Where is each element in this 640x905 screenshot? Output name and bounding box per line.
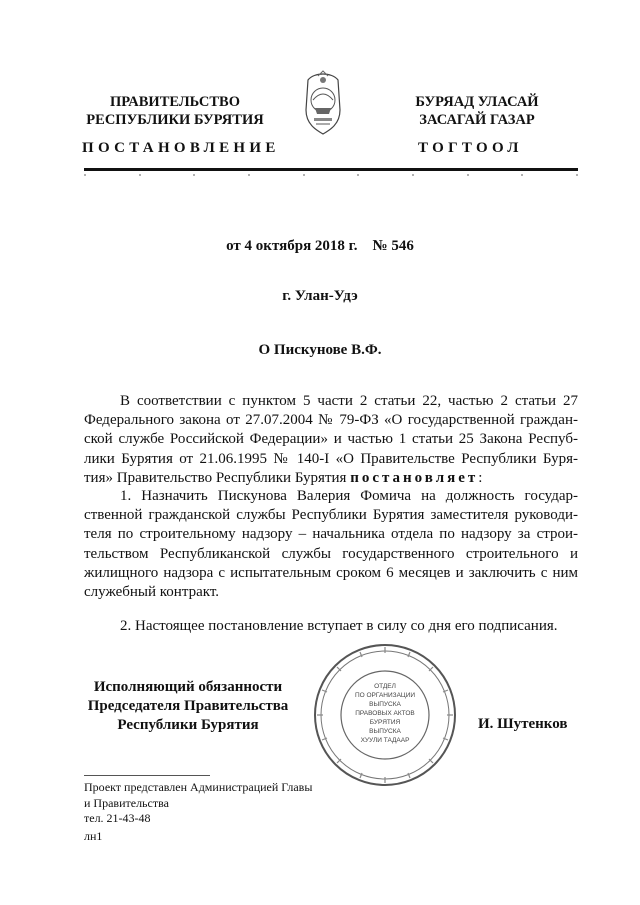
seal-text: ХУУЛИ ТАДААР bbox=[360, 737, 410, 744]
seal-text: ПРАВОВЫХ АКТОВ bbox=[355, 710, 415, 717]
issuer-ru-line1: ПРАВИТЕЛЬСТВО bbox=[110, 94, 240, 110]
issuer-bua bbox=[372, 93, 582, 129]
footnote-line2: и Правительства bbox=[84, 795, 169, 810]
text-line: лики Бурятия от 21.06.1995 № 140-I «О Правительстве Республики Буря- bbox=[84, 450, 578, 467]
signer-position-line3: Республики Бурятия bbox=[117, 717, 259, 733]
text-fragment: тия» Правительство Республики Бурятия bbox=[84, 469, 347, 486]
seal-text: БУРЯТИЯ bbox=[369, 719, 401, 726]
text-line: теля по строительному надзору – начальника отдела по надзору за строи- bbox=[84, 526, 578, 543]
seal-text: ОТДЕЛ bbox=[374, 683, 396, 690]
issuer-bua-line2: ЗАСАГАЙ ГАЗАР bbox=[419, 112, 535, 128]
decree-word: постановляет bbox=[350, 469, 479, 486]
issuer-ru bbox=[70, 93, 280, 129]
signer-name: И. Шутенков bbox=[478, 716, 568, 732]
text-line: ственной гражданской службы Республики Бурятия заместителя руководи- bbox=[84, 507, 578, 524]
footnote-line1: Проект представлен Администрацией Главы bbox=[84, 780, 313, 794]
text-line: ской службе Российской Федерации» и частью 1 статьи 25 Закона Респуб- bbox=[84, 431, 578, 448]
official-seal-icon bbox=[310, 640, 460, 790]
signer-position-line1: Исполняющий обязанности bbox=[93, 679, 283, 695]
signer-position bbox=[78, 678, 298, 735]
text-line: 1. Назначить Пискунова Валерия Фомича на должность государ- bbox=[120, 488, 578, 504]
issuer-ru-line2: РЕСПУБЛИКИ БУРЯТИЯ bbox=[86, 112, 264, 128]
footnote bbox=[84, 780, 312, 827]
text-line: 2. Настоящее постановление вступает в силу со дня его подписания. bbox=[120, 618, 558, 634]
doc-city: г. Улан-Удэ bbox=[282, 288, 358, 304]
doc-subject: О Пискунове В.Ф. bbox=[258, 342, 382, 358]
paragraph-preamble bbox=[84, 392, 578, 488]
footnote-rule bbox=[84, 775, 210, 776]
header-dotted-rule bbox=[84, 174, 578, 178]
doc-code: лн1 bbox=[84, 829, 103, 843]
seal-text: ВЫПУСКА bbox=[369, 728, 401, 735]
doc-kind-ru: ПОСТАНОВЛЕНИЕ bbox=[82, 140, 280, 156]
text-line: Федерального закона от 27.07.2004 № 79-ФЗ «О государственной граждан- bbox=[84, 412, 578, 429]
seal-text: ВЫПУСКА bbox=[369, 701, 401, 708]
paragraph-item-1 bbox=[84, 487, 578, 602]
text-line: жилищного надзора с испытательным сроком 6 месяцев и заключить с ним bbox=[84, 564, 578, 581]
text-line: тельством Республиканской службы государственного строительного и bbox=[84, 545, 578, 562]
doc-kind-bua: ТОГТООЛ bbox=[418, 140, 523, 156]
footnote-phone: тел. 21-43-48 bbox=[84, 811, 151, 825]
seal-text: ПО ОРГАНИЗАЦИИ bbox=[354, 692, 416, 699]
text-fragment: : bbox=[478, 469, 483, 486]
paragraph-item-2 bbox=[84, 617, 578, 636]
issuer-bua-line1: БУРЯАД УЛАСАЙ bbox=[415, 94, 539, 110]
text-line bbox=[84, 469, 578, 488]
coat-of-arms-icon bbox=[300, 70, 346, 136]
text-line: В соответствии с пунктом 5 части 2 статьи 22, частью 2 статьи 27 bbox=[120, 393, 578, 409]
doc-date-number: от 4 октября 2018 г. № 546 bbox=[226, 238, 414, 254]
signer-position-line2: Председателя Правительства bbox=[87, 698, 289, 714]
text-line: служебный контракт. bbox=[84, 584, 219, 601]
header-rule bbox=[84, 168, 578, 171]
